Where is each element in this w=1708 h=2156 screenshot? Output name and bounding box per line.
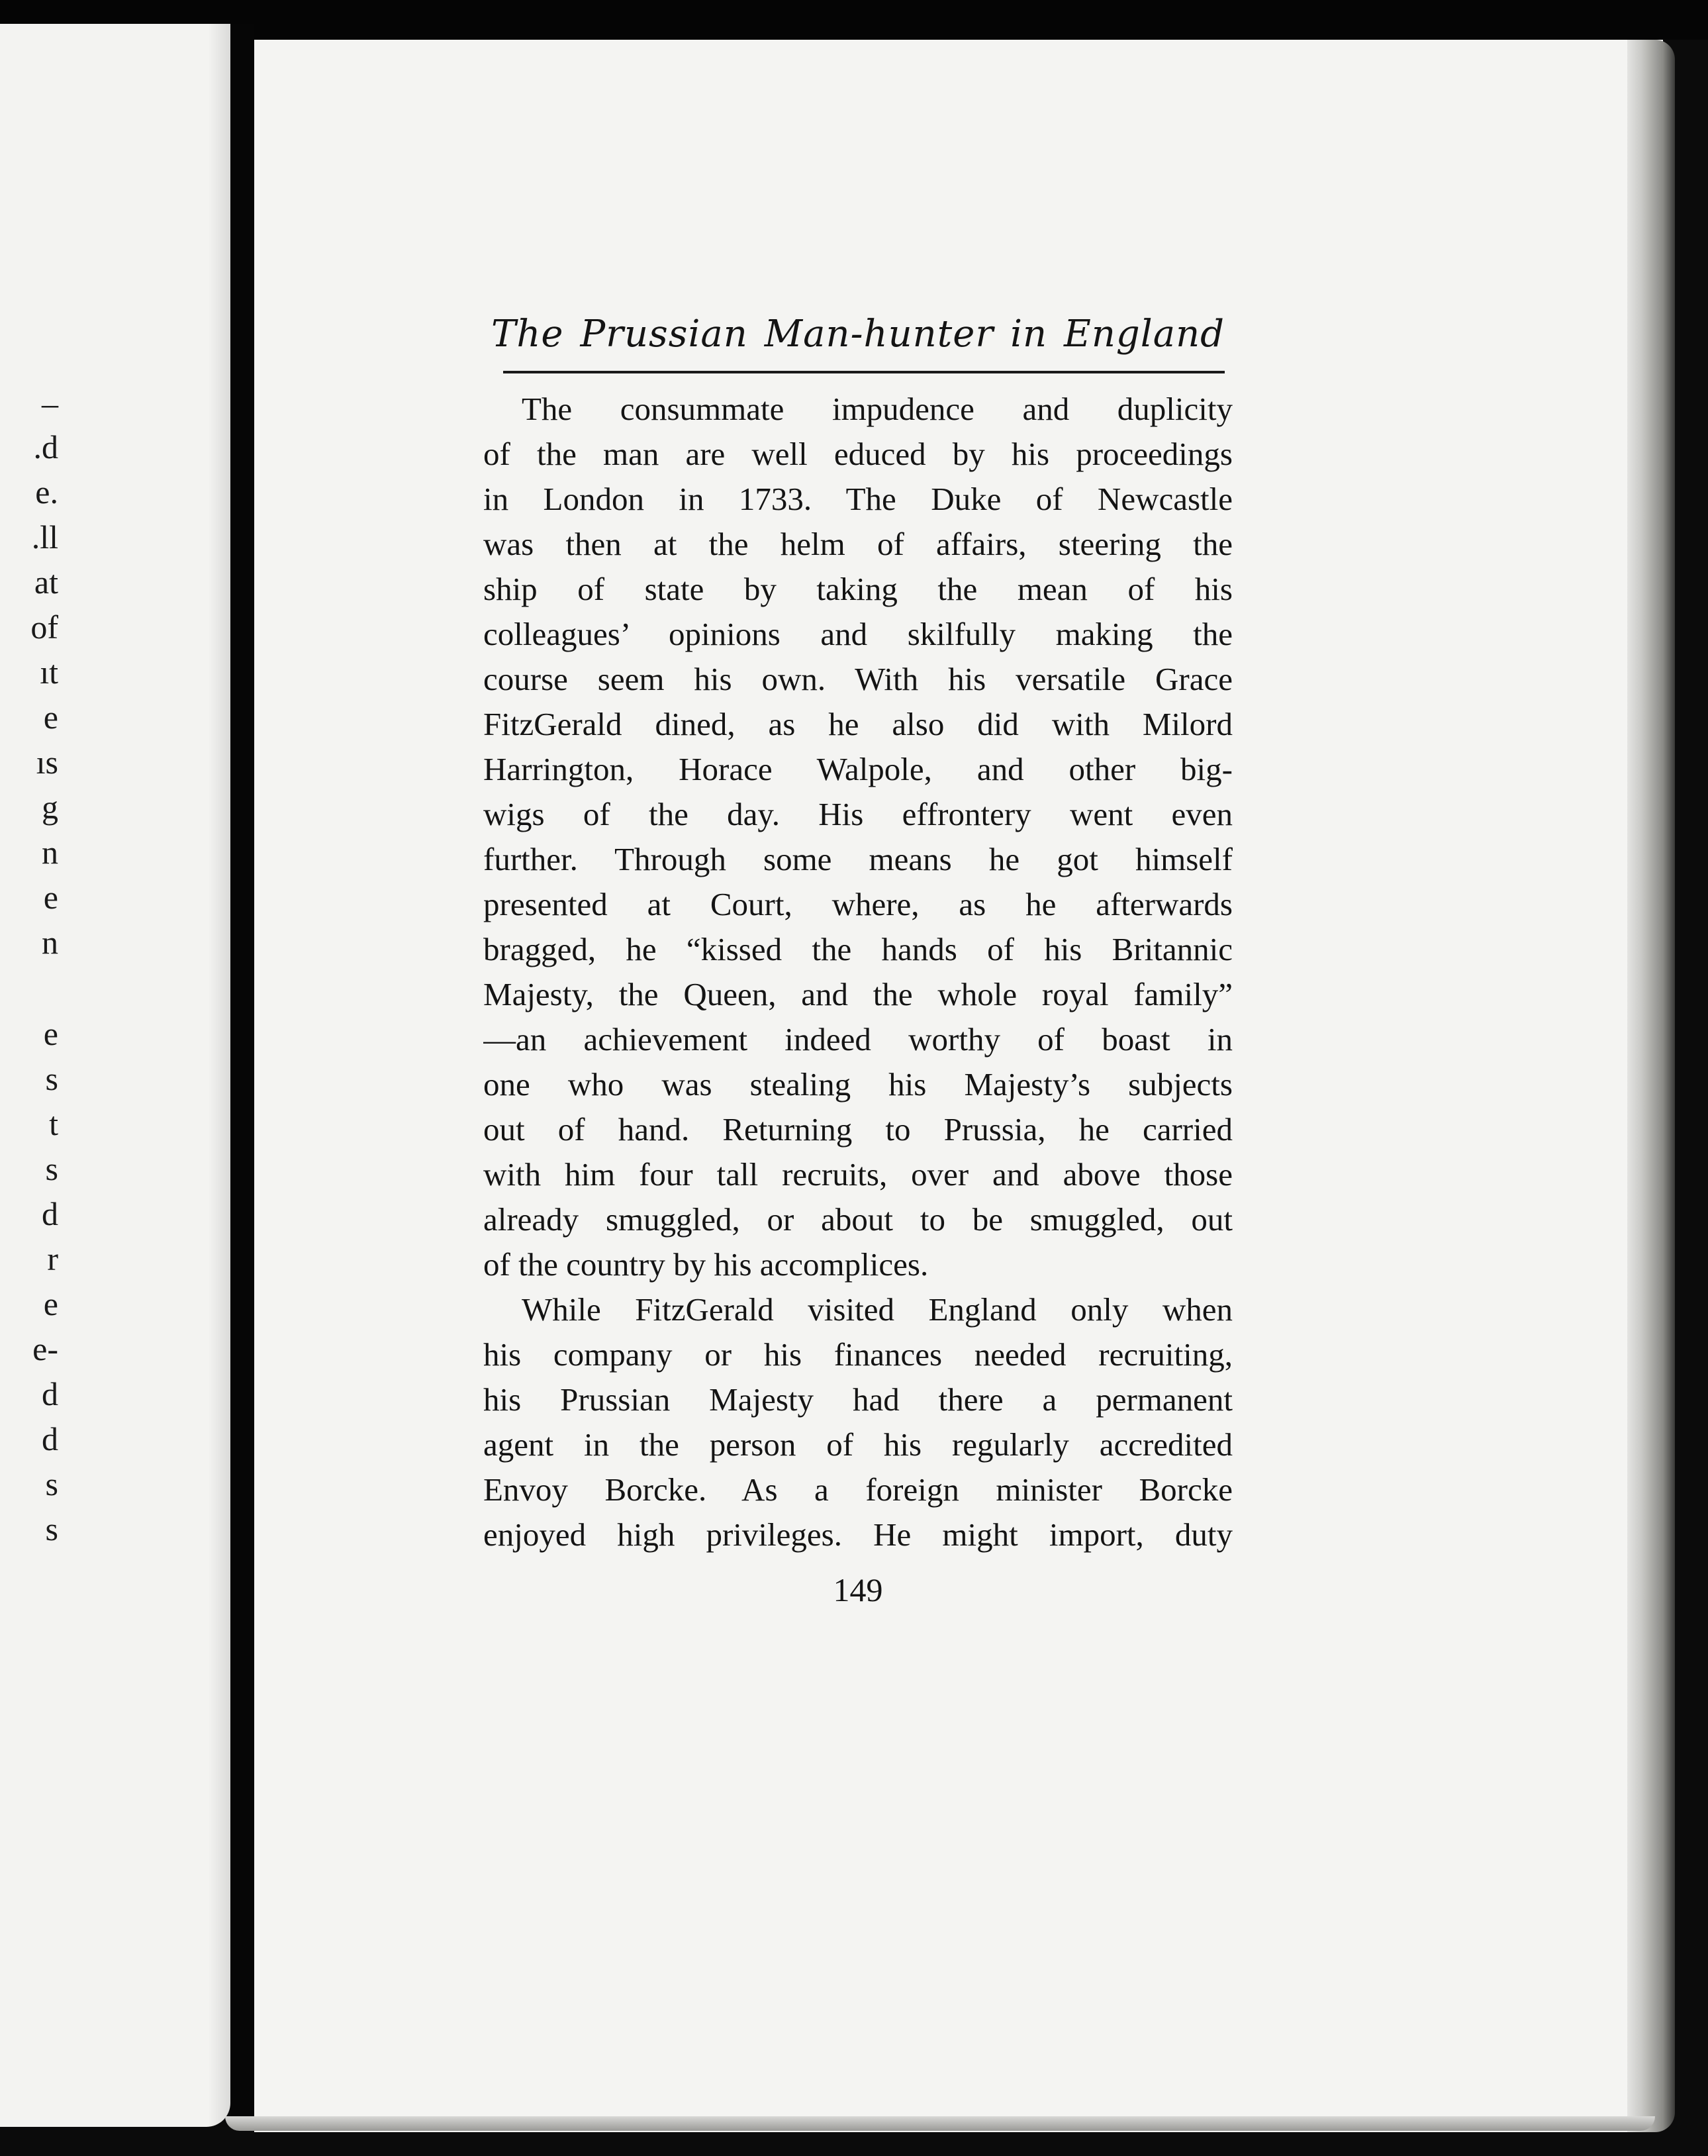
text-line: in London in 1733. The Duke of Newcastle [483, 481, 1233, 517]
left-fragment: d [42, 1195, 58, 1232]
text-line: presented at Court, where, as he afterwards [483, 886, 1233, 922]
left-fragment: e [43, 699, 58, 736]
right-page-edge [1627, 40, 1675, 2132]
left-fragment: e [43, 1285, 58, 1322]
book-gutter [230, 24, 254, 2127]
left-fragment: e [43, 1015, 58, 1052]
left-page-shade [208, 24, 230, 2127]
left-fragment: of [30, 609, 58, 646]
running-head-rule [503, 371, 1225, 373]
text-line: ship of state by taking the mean of his [483, 571, 1233, 607]
left-fragment: at [34, 564, 58, 601]
text-line: further. Through some means he got himself [483, 841, 1233, 877]
left-fragment: e [43, 879, 58, 916]
text-line: was then at the helm of affairs, steering the [483, 526, 1233, 562]
left-fragment: s [45, 1150, 58, 1187]
paragraph [483, 387, 1233, 1287]
text-line: Harrington, Horace Walpole, and other big- [483, 751, 1233, 787]
paragraph [483, 1287, 1233, 1557]
text-line: agent in the person of his regularly accredited [483, 1426, 1233, 1463]
left-fragment: s [45, 1060, 58, 1097]
left-fragment: .d [33, 428, 58, 466]
text-line: While FitzGerald visited England only when [522, 1291, 1233, 1328]
text-line: Envoy Borcke. As a foreign minister Borcke [483, 1471, 1233, 1508]
left-fragment: g [42, 789, 58, 826]
text-line: his Prussian Majesty had there a permanent [483, 1381, 1233, 1418]
left-fragment: r [47, 1240, 58, 1277]
text-line: —an achievement indeed worthy of boast in [483, 1021, 1233, 1057]
left-fragment: s [45, 1465, 58, 1502]
text-line: already smuggled, or about to be smuggled, out [483, 1201, 1233, 1238]
left-page [0, 24, 230, 2127]
text-line: enjoyed high privileges. He might import, duty [483, 1516, 1233, 1553]
left-fragment: n [42, 924, 58, 961]
left-fragment: e- [32, 1330, 58, 1367]
left-page-text-fragments [0, 24, 66, 2127]
left-fragment: s [45, 1510, 58, 1547]
text-line: wigs of the day. His effrontery went even [483, 796, 1233, 832]
page-text-block [483, 305, 1233, 1613]
text-line: one who was stealing his Majesty’s subjects [483, 1066, 1233, 1102]
text-line: with him four tall recruits, over and above those [483, 1156, 1233, 1193]
text-line: Majesty, the Queen, and the whole royal family” [483, 976, 1233, 1012]
running-head: The Prussian Man-hunter in England [491, 313, 1225, 356]
text-line: bragged, he “kissed the hands of his Britannic [483, 931, 1233, 967]
left-fragment: d [42, 1375, 58, 1412]
text-line: FitzGerald dined, as he also did with Milord [483, 706, 1233, 742]
scan-top-border [0, 0, 1708, 40]
text-line: out of hand. Returning to Prussia, he carried [483, 1111, 1233, 1148]
page-number: 149 [833, 1571, 883, 1608]
text-line: colleagues’ opinions and skilfully making the [483, 616, 1233, 652]
text-line: his company or his finances needed recruiting, [483, 1336, 1233, 1373]
left-fragment: ıs [36, 744, 58, 781]
left-fragment: – [42, 385, 58, 422]
left-fragment: e. [35, 473, 58, 511]
text-line: The consummate impudence and duplicity [522, 391, 1233, 427]
page-bottom-edge [225, 2116, 1655, 2131]
left-fragment: ıt [40, 654, 58, 691]
text-line: course seem his own. With his versatile Grace [483, 661, 1233, 697]
text-line: of the man are well educed by his proceedings [483, 436, 1233, 472]
left-fragment: n [42, 834, 58, 871]
left-fragment: .ll [31, 518, 58, 556]
text-line: of the country by his accomplices. [483, 1246, 929, 1283]
left-fragment: t [49, 1105, 58, 1142]
left-fragment: d [42, 1420, 58, 1457]
